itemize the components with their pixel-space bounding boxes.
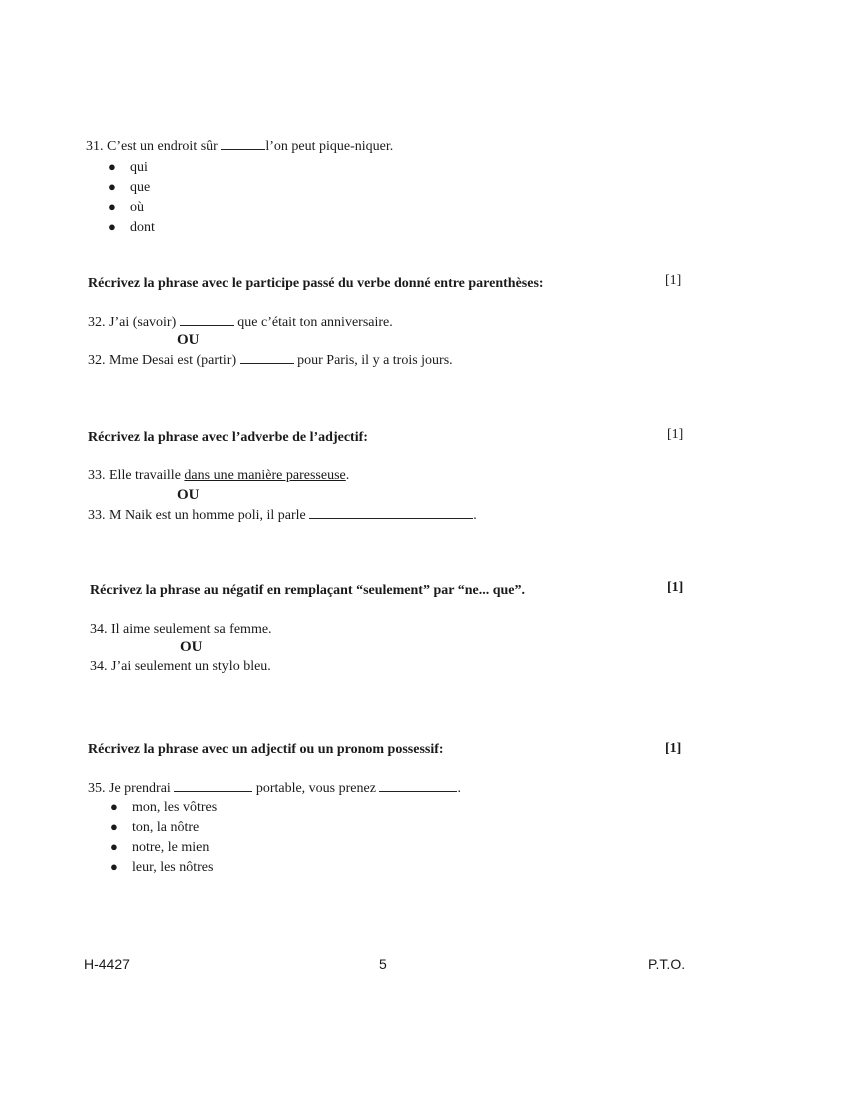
list-item: ● que [108, 179, 151, 195]
participe-instruction: Récrivez la phrase avec le participe passé du verbe donné entre parenthèses: [88, 276, 544, 291]
q35-options [110, 797, 217, 877]
or-label: OU [177, 487, 200, 503]
list-item: ● leur, les nôtres [110, 859, 214, 875]
q33b-blank [309, 506, 473, 519]
bullet-icon: ● [110, 839, 118, 854]
possessif-instruction: Récrivez la phrase avec un adjectif ou un pronom possessif: [88, 742, 444, 757]
q35-blank-2 [379, 779, 457, 792]
bullet-icon: ● [108, 219, 116, 234]
q31-post: l’on peut pique-niquer. [265, 139, 394, 154]
footer-pto: P.T.O. [648, 956, 686, 972]
q35-sentence: 35. Je prendrai portable, vous prenez . [88, 781, 461, 796]
q33a-underlined-phrase: dans une manière paresseuse [184, 468, 346, 483]
q32b-sentence: 32. Mme Desai est (partir) pour Paris, il y a trois jours. [88, 353, 453, 368]
bullet-icon: ● [108, 179, 116, 194]
q31-sentence [86, 137, 393, 156]
list-item: ● ton, la nôtre [110, 819, 200, 835]
adverbe-instruction: Récrivez la phrase avec l’adverbe de l’adjectif: [88, 430, 368, 445]
participe-marks: [1] [665, 273, 682, 288]
list-item: ● mon, les vôtres [110, 799, 218, 815]
page-number: 5 [379, 956, 387, 972]
negatif-marks: [1] [667, 580, 684, 595]
q33a-sentence: 33. Elle travaille dans une manière paresseuse. [88, 468, 350, 483]
q31-blank [221, 137, 265, 150]
adverbe-marks: [1] [667, 427, 684, 442]
footer-code: H-4427 [84, 956, 130, 972]
bullet-icon: ● [110, 859, 118, 874]
bullet-icon: ● [110, 819, 118, 834]
q32a-blank [180, 313, 234, 326]
or-label: OU [180, 639, 203, 655]
list-item: ● notre, le mien [110, 839, 210, 855]
list-item: ● où [108, 199, 144, 215]
q35-blank-1 [174, 779, 252, 792]
bullet-icon: ● [110, 799, 118, 814]
q34a-sentence: 34. Il aime seulement sa femme. [90, 622, 272, 637]
q31-pre: 31. C’est un endroit sûr [86, 139, 218, 154]
negatif-instruction: Récrivez la phrase au négatif en remplaçant “seulement” par “ne... que”. [90, 583, 525, 598]
list-item: ● qui [108, 159, 148, 175]
q34b-sentence: 34. J’ai seulement un stylo bleu. [90, 659, 271, 674]
or-label: OU [177, 332, 200, 348]
q33b-sentence: 33. M Naik est un homme poli, il parle . [88, 508, 477, 523]
possessif-marks: [1] [665, 741, 682, 756]
q31-options [108, 157, 155, 237]
bullet-icon: ● [108, 199, 116, 214]
q32a-sentence: 32. J’ai (savoir) que c’était ton anniversaire. [88, 315, 393, 330]
q32b-blank [240, 351, 294, 364]
bullet-icon: ● [108, 159, 116, 174]
list-item: ● dont [108, 219, 155, 235]
